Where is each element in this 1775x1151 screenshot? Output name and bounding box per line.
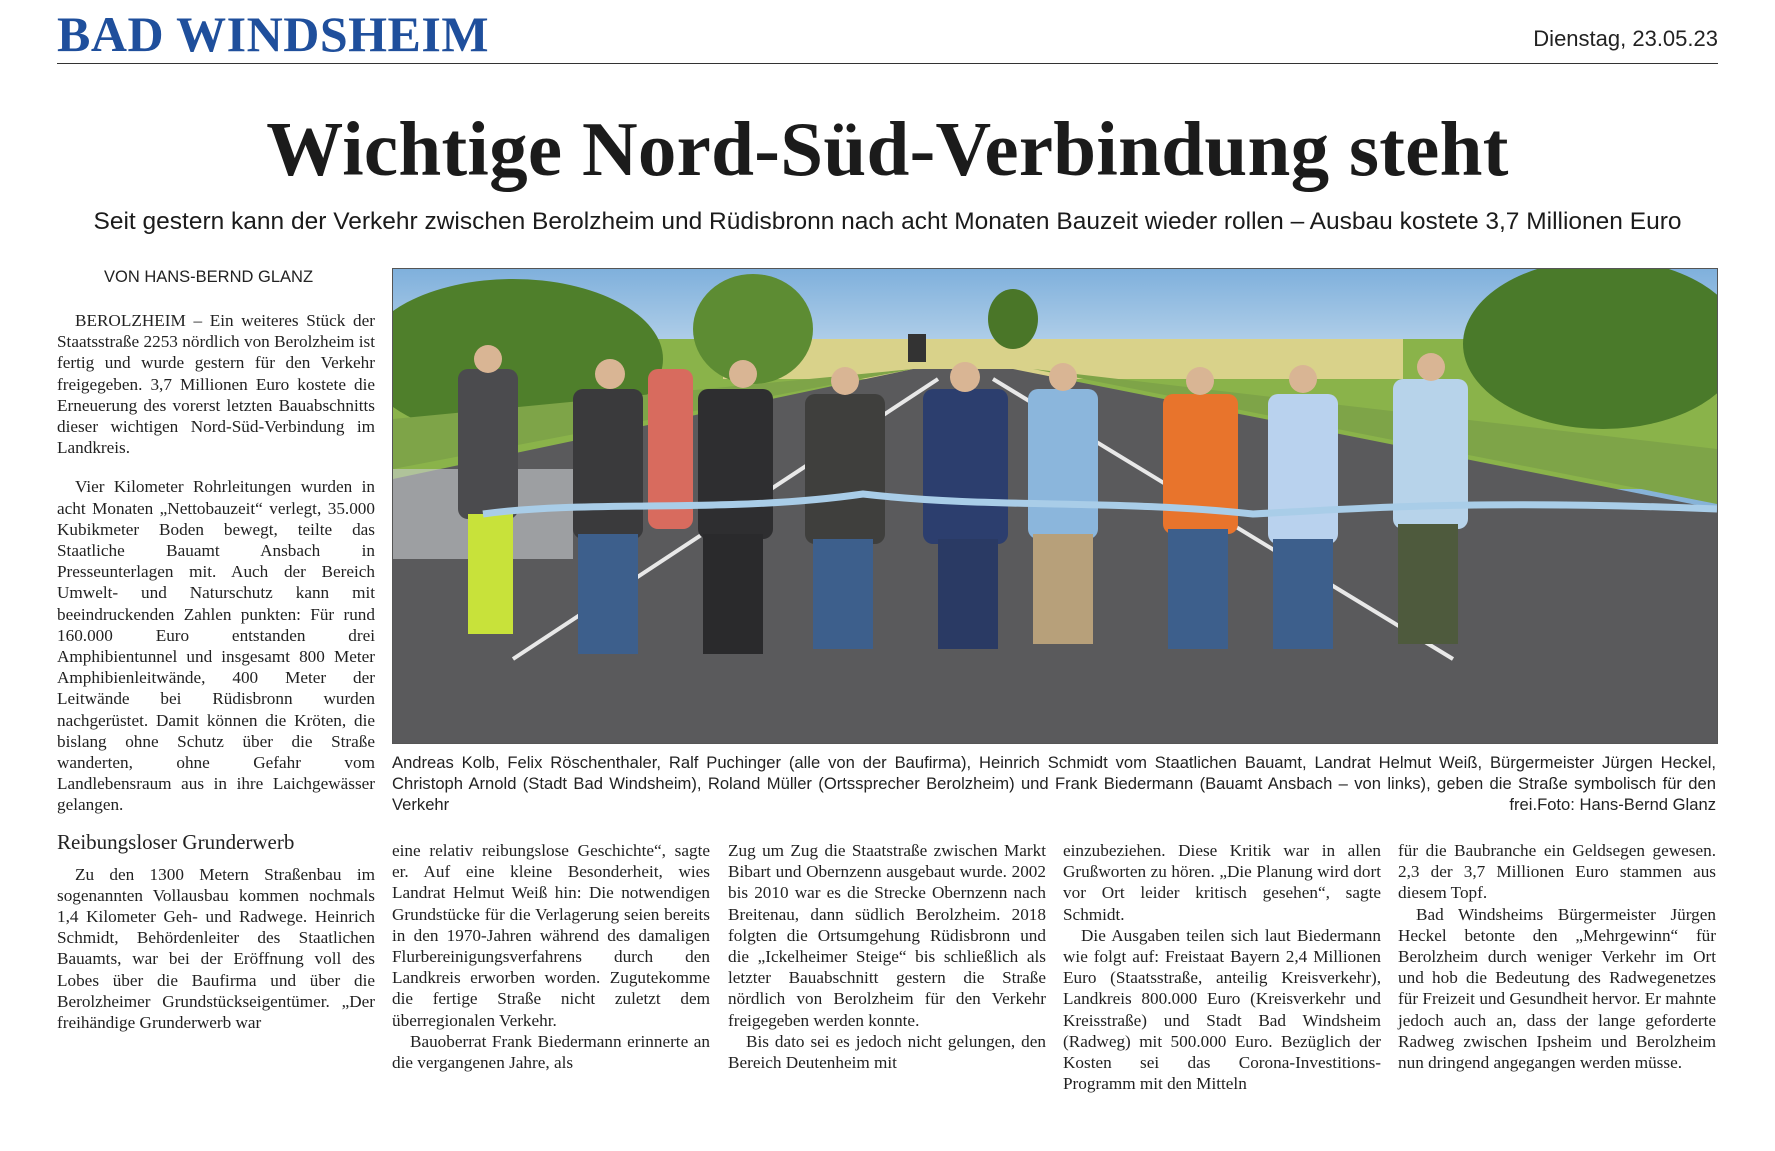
article-paragraph: Vier Kilometer Rohrleitungen wurden in acht Monaten „Nettobauzeit“ verlegt, 35.000 Kubikmeter Boden bewegt, teilte das Staatliche Bauamt Ansbach in Presseunterlagen mit. Auch der Bereich Umwelt- und Naturschutz kann mit beeindruckenden Zahlen punkten: Für rund 160.000 Euro entstanden drei Amphibientunnel und insgesamt 800 Meter Amphibienleitwände, 400 Meter der Leitwände bei Rüdisbronn wurden nachgerüstet. Damit können die Kröten, die bislang ohne Schutz über die Straße wanderten, ohne Gefahr vom Landlebensraum aus in ihre Laichgewässer gelangen. bbox=[57, 477, 375, 815]
article-paragraph: BEROLZHEIM – Ein weiteres Stück der Staatsstraße 2253 nördlich von Berolzheim ist fertig und wurde gestern für den Verkehr freigegeben. 3,7 Millionen Euro kostete die Erneuerung des vorerst letzten Bauabschnitts dieser wichtigen Nord-Süd-Verbindung im Landkreis. bbox=[57, 311, 375, 458]
article-column-5 bbox=[1398, 840, 1716, 1073]
masthead: BAD WINDSHEIM bbox=[57, 6, 490, 62]
photo-caption-text: Andreas Kolb, Felix Röschenthaler, Ralf Puchinger (alle von der Baufirma), Heinrich Schmidt vom Staatlichen Bauamt, Landrat Helmut Weiß, Bürgermeister Jürgen Heckel, Christoph Arnold (Stadt Bad Windsheim), Roland Müller (Ortssprecher Berolzheim) und Frank Biedermann (Bauamt Ansbach – von links), geben die Straße symbolisch für den Verkehr frei. bbox=[392, 753, 1716, 814]
subheadline: Seit gestern kann der Verkehr zwischen Berolzheim und Rüdisbronn nach acht Monaten Bauzeit wieder rollen – Ausbau kostete 3,7 Millionen Euro bbox=[93, 208, 1682, 235]
article-paragraph: einzubeziehen. Diese Kritik war in allen Grußworten zu hören. „Die Planung wird dort vor Ort leider kritisch gesehen“, sagte Schmidt. bbox=[1063, 841, 1381, 924]
article-paragraph: Zu den 1300 Metern Straßenbau im sogenannten Vollausbau kommen nochmals 1,4 Kilometer Geh- und Radwege. Heinrich Schmidt, Behördenleiter des Staatlichen Bauamts, war bei der Eröffnung voll des Lobes über die Baufirma und über die Berolzheimer Grundstückseigentümer. „Der freihändige Grunderwerb war bbox=[57, 864, 375, 1033]
publication-date: Dienstag, 23.05.23 bbox=[1533, 26, 1718, 51]
headline: Wichtige Nord-Süd-Verbindung steht bbox=[266, 106, 1509, 192]
article-photo bbox=[392, 268, 1718, 744]
byline: VON HANS-BERND GLANZ bbox=[104, 268, 314, 286]
article-column-2 bbox=[392, 840, 710, 1073]
photo-credit: Foto: Hans-Bernd Glanz bbox=[1537, 795, 1716, 814]
article-column-1 bbox=[57, 310, 375, 1033]
article-column-4 bbox=[1063, 840, 1381, 1094]
article-paragraph: Die Ausgaben teilen sich laut Biedermann wie folgt auf: Freistaat Bayern 2,4 Millionen Euro (Staatsstraße, anteilig Kreisverkehr), Landkreis 800.000 Euro (Kreisverkehr und Kreisstraße) und Stadt Bad Windsheim (Radweg) mit 500.000 Euro. Bezüglich der Kosten sei das Corona-Investitions-Programm mit den Mitteln bbox=[1063, 925, 1381, 1094]
photo-illustration bbox=[393, 269, 1717, 743]
article-paragraph: für die Baubranche ein Geldsegen gewesen. 2,3 der 3,7 Millionen Euro stammen aus diesem Topf. bbox=[1398, 841, 1716, 903]
article-paragraph: Zug um Zug die Staatstraße zwischen Markt Bibart und Obernzenn ausgebaut wurde. 2002 bis 2010 war es die Strecke Obernzenn nach Breitenau, dann südlich Berolzheim. 2018 folgten die Ortsumgehung Rüdisbronn und die „Ickelheimer Steige“ bis schließlich als letzter Bauabschnitt gestern die Straße nördlich von Berolzheim für den Verkehr freigegeben werden konnte. bbox=[728, 841, 1046, 1030]
article-paragraph: Bis dato sei es jedoch nicht gelungen, den Bereich Deutenheim mit bbox=[728, 1031, 1046, 1073]
article-paragraph: Bauoberrat Frank Biedermann erinnerte an die vergangenen Jahre, als bbox=[392, 1031, 710, 1073]
article-paragraph: Bad Windsheims Bürgermeister Jürgen Heckel betonte den „Mehrgewinn“ für Berolzheim durch weniger Verkehr im Ort und hob die Bedeutung des Radwegenetzes für Freizeit und Gesundheit hervor. Er mahnte jedoch auch an, dass der lange geforderte Radweg zwischen Ipsheim und Berolzheim nun dringend angegangen werden müsse. bbox=[1398, 904, 1716, 1073]
article-column-3 bbox=[728, 840, 1046, 1073]
article-subhead: Reibungsloser Grunderwerb bbox=[57, 829, 295, 854]
photo-caption bbox=[392, 752, 1716, 815]
masthead-rule bbox=[57, 63, 1718, 64]
article-paragraph: eine relativ reibungslose Geschichte“, sagte er. Auf eine kleine Besonderheit, wies Landrat Helmut Weiß hin: Die notwendigen Grundstücke für die Verlagerung seien bereits in den 1970-Jahren während des damaligen Flurbereinigungsverfahrens durch den Landkreis erworben worden. Zugutekomme die fertige Straße nicht zuletzt dem überregionalen Verkehr. bbox=[392, 841, 710, 1030]
